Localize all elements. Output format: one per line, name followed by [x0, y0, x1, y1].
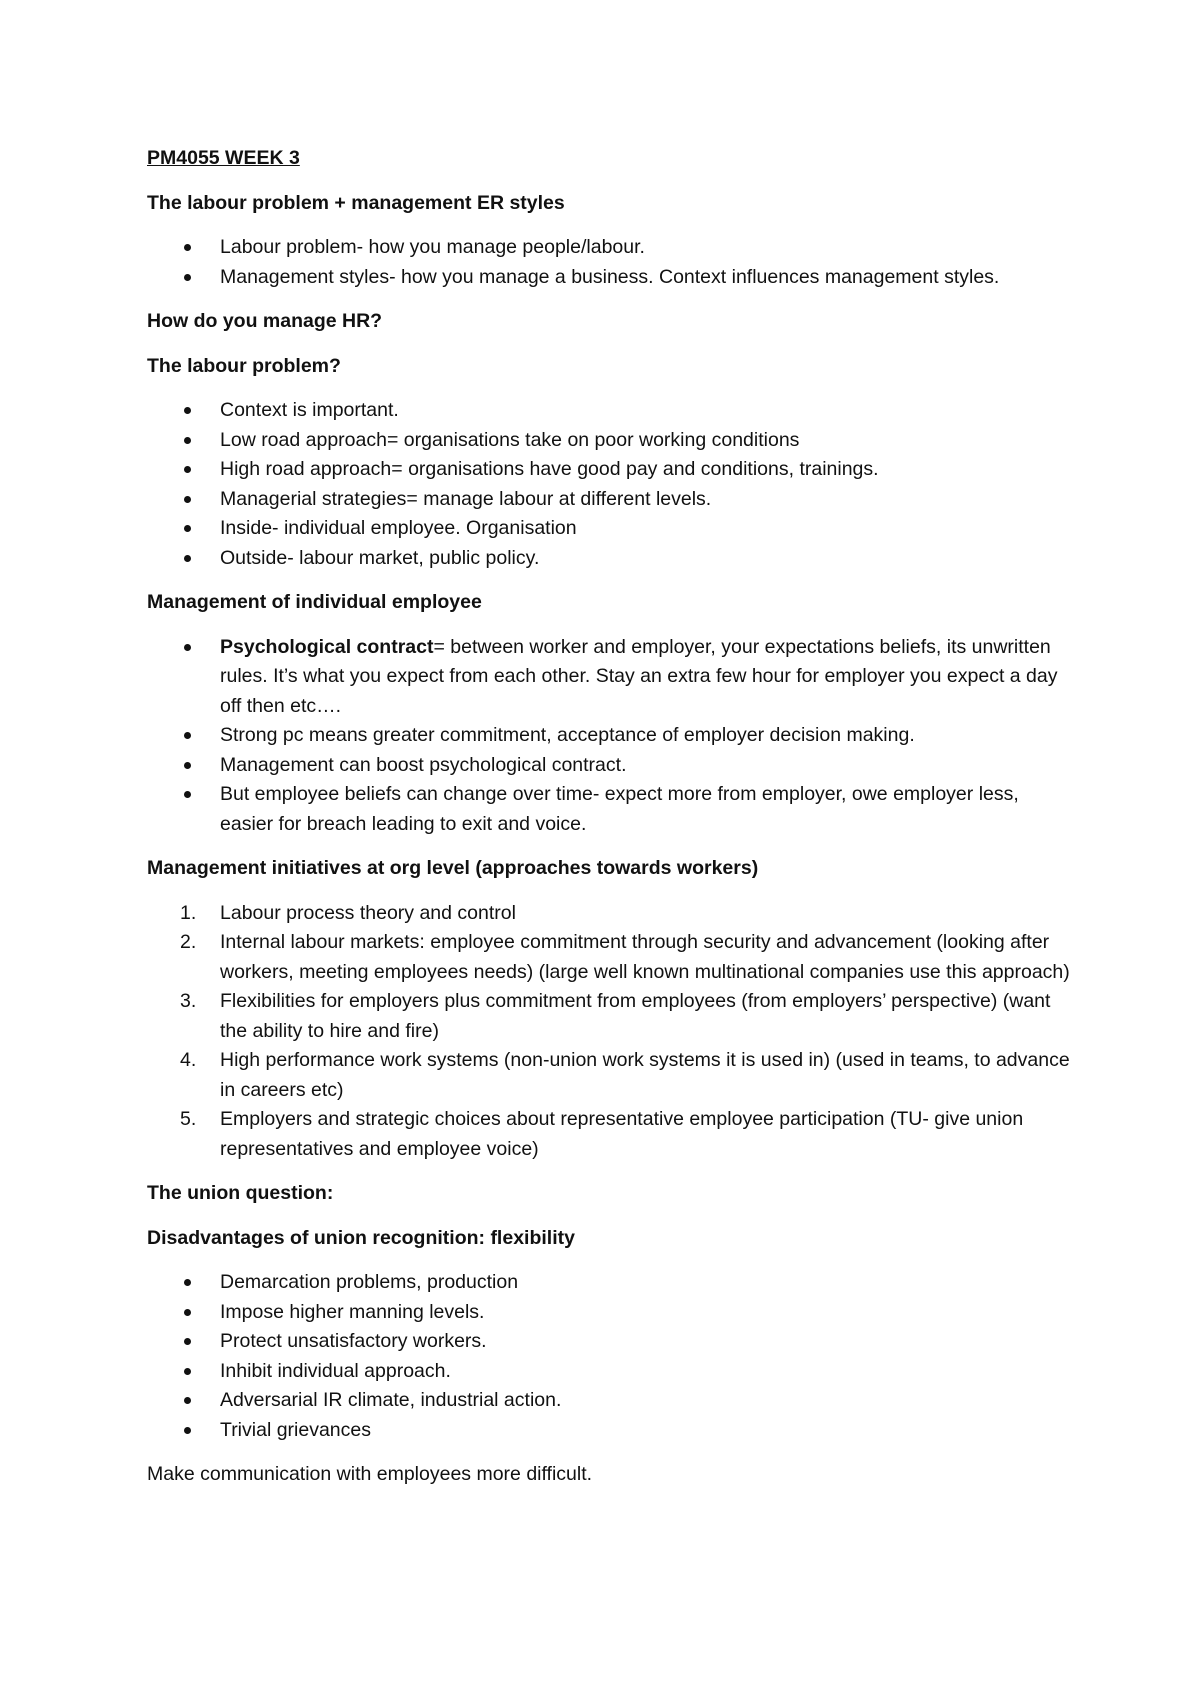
- question-manage-hr: How do you manage HR?: [147, 310, 383, 332]
- list-number: 5.: [180, 1108, 197, 1130]
- list-number: 2.: [180, 931, 197, 953]
- list-item: Inside- individual employee. Organisation: [220, 517, 577, 539]
- section-heading-union-disadvantages: Disadvantages of union recognition: flexibility: [147, 1226, 575, 1249]
- list-number: 1.: [180, 901, 197, 924]
- list-item: Protect unsatisfactory workers.: [220, 1330, 487, 1352]
- list-number: 4.: [180, 1049, 197, 1071]
- list-item: [147, 633, 1077, 722]
- question-union: The union question:: [147, 1182, 334, 1204]
- list-item: Trivial grievances: [220, 1418, 371, 1441]
- list-item: Impose higher manning levels.: [220, 1300, 485, 1323]
- document-body: [147, 144, 1077, 1505]
- list-item: Management can boost psychological contract.: [220, 753, 627, 776]
- section-heading-individual-employee: Management of individual employee: [147, 591, 482, 613]
- bullet-list-labour-problem-styles: [147, 233, 1077, 292]
- list-item: Low road approach= organisations take on poor working conditions: [220, 428, 800, 451]
- list-item: Managerial strategies= manage labour at different levels.: [220, 487, 712, 510]
- list-item: Strong pc means greater commitment, acceptance of employer decision making.: [220, 724, 915, 746]
- list-item: 3. Flexibilities for employers plus commitment from employees (from employers’ perspective) (want the ability to hire and fire): [147, 987, 1077, 1046]
- list-item: Adversarial IR climate, industrial action.: [220, 1389, 562, 1411]
- bullet-list-individual-employee: [147, 633, 1077, 840]
- list-item: But employee beliefs can change over time- expect more from employer, owe employer less, easier for breach leading to exit and voice.: [220, 783, 1019, 835]
- list-item: 1. Labour process theory and control: [147, 899, 1077, 929]
- document-title: PM4055 WEEK 3: [147, 147, 300, 169]
- section-heading-labour-problem: The labour problem?: [147, 354, 341, 377]
- list-item: 2. Internal labour markets: employee commitment through security and advancement (looking after workers, meeting employees needs) (large well known multinational companies use this approach): [147, 928, 1077, 987]
- list-item: 4. High performance work systems (non-union work systems it is used in) (used in teams, to advance in careers etc): [147, 1046, 1077, 1105]
- list-item: Management styles- how you manage a business. Context influences management styles.: [220, 265, 1000, 288]
- list-item: Demarcation problems, production: [220, 1271, 519, 1293]
- section-heading-org-level-initiatives: Management initiatives at org level (approaches towards workers): [147, 857, 759, 879]
- list-item: Labour problem- how you manage people/labour.: [220, 236, 645, 258]
- bullet-list-union-disadvantages: [147, 1268, 1077, 1445]
- psychological-contract-definition: = between worker and employer, your expectations beliefs, its unwritten rules. It’s what you expect from each other. Stay an extra few hour for employer you expect a day off then etc….: [220, 635, 1058, 717]
- numbered-list-org-level-initiatives: [147, 899, 1077, 1165]
- list-item: High road approach= organisations have good pay and conditions, trainings.: [220, 458, 879, 480]
- list-item: Outside- labour market, public policy.: [220, 546, 540, 569]
- closing-paragraph: Make communication with employees more difficult.: [147, 1463, 593, 1485]
- list-item: 5. Employers and strategic choices about representative employee participation (TU- give union representatives and employee voice): [147, 1105, 1077, 1164]
- list-item: Inhibit individual approach.: [220, 1359, 451, 1382]
- list-number: 3.: [180, 990, 197, 1012]
- psychological-contract-term: Psychological contract: [220, 635, 434, 658]
- list-item: Context is important.: [220, 399, 399, 421]
- bullet-list-labour-problem: [147, 396, 1077, 573]
- section-heading-labour-problem-styles: The labour problem + management ER styles: [147, 191, 565, 214]
